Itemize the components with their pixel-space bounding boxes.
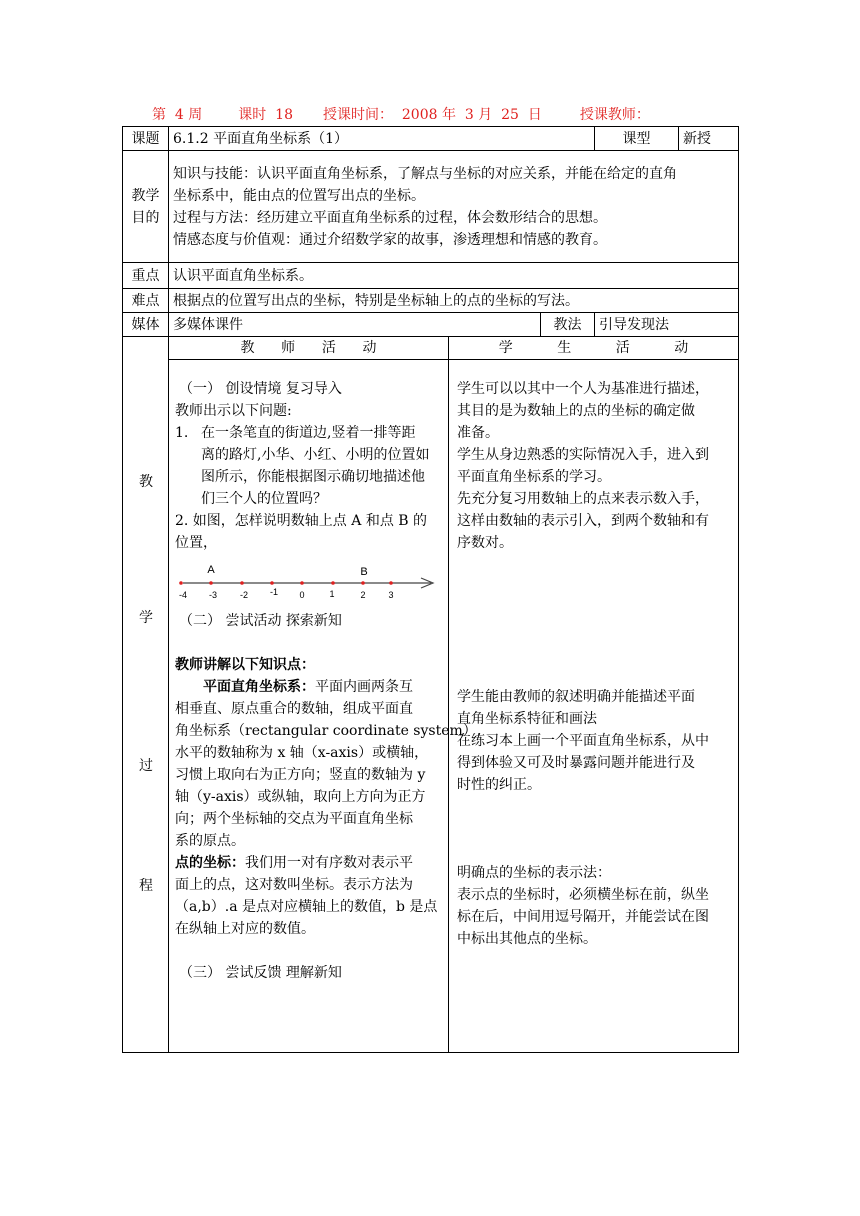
week-text: 第 4 周: [152, 107, 203, 123]
goals-row: [123, 151, 739, 263]
student-line: 先充分复习用数轴上的点来表示数入手，: [457, 491, 709, 507]
lesson-plan-table: [122, 126, 738, 1053]
question-line: 图所示，你能根据图示确切地描述他: [201, 469, 425, 485]
coord-line: 习惯上取向右为正方向；竖直的数轴为 y: [175, 767, 426, 783]
student-line: 学生能由教师的叙述明确并能描述平面: [457, 689, 695, 705]
type-label: 课型: [595, 127, 679, 151]
coord-line: 水平的数轴称为 x 轴（x-axis）或横轴，: [175, 745, 429, 761]
process-char: 过: [139, 758, 153, 774]
student-activity-header: 学 生 活 动: [449, 337, 739, 360]
student-activity-cell: [449, 360, 739, 1053]
coord-line: 轴（y-axis）或纵轴，取向上方向为正方: [175, 789, 426, 805]
topic-label: 课题: [123, 127, 169, 151]
difficulty-label: 难点: [123, 289, 169, 313]
key-point-row: [123, 263, 739, 289]
point-a-label: A: [207, 564, 215, 576]
key-point-value: 认识平面直角坐标系。: [169, 263, 739, 289]
student-line: 学生从身边熟悉的实际情况入手，进入到: [457, 447, 709, 463]
question-two-line: 2. 如图，怎样说明数轴上点 A 和点 B 的: [175, 513, 428, 529]
tick-label: -3: [208, 590, 218, 600]
media-row: [123, 313, 739, 337]
point-line: 面上的点，这对数叫坐标。表示方法为: [175, 877, 413, 893]
time-text: 授课时间： 2008 年 3 月 25 日: [322, 107, 542, 123]
goal-line: 坐标系中，能由点的位置写出点的坐标。: [173, 187, 425, 204]
coord-line: 角坐标系（rectangular coordinate system）.: [175, 723, 482, 739]
tick-dot: [300, 581, 304, 585]
coord-line: 系的原点。: [175, 833, 245, 849]
coord-system-term: 平面直角坐标系：: [203, 679, 315, 695]
tick-label: 3: [388, 590, 394, 600]
goal-line: 过程与方法：经历建立平面直角坐标系的过程，体会数形结合的思想。: [173, 209, 607, 226]
coord-line: 平面内画两条互: [315, 679, 413, 695]
question-two-line: 位置，: [175, 535, 217, 551]
student-line: 其目的是为数轴上的点的坐标的确定做: [457, 403, 695, 419]
student-line: 准备。: [457, 425, 499, 441]
tick-dot: [361, 581, 365, 585]
question-line: 离的路灯,小华、小红、小明的位置如: [201, 447, 430, 463]
tick-dot: [270, 581, 274, 585]
tick-label: -2: [239, 590, 249, 600]
process-char: 教: [139, 474, 153, 490]
lesson-header: [152, 104, 650, 124]
student-line: 得到体验又可及时暴露问题并能进行及: [457, 755, 695, 771]
tick-dot: [331, 581, 335, 585]
process-label-cell: [123, 337, 169, 1053]
student-line: 序数对。: [457, 535, 513, 551]
question-line: 在一条笔直的街道边,竖着一排等距: [201, 425, 416, 441]
question-line: 们三个人的位置吗？: [201, 491, 327, 507]
point-line: 我们用一对有序数对表示平: [245, 855, 413, 871]
tick-label: 0: [299, 590, 305, 600]
tick-dot: [209, 581, 213, 585]
student-line: 标在后，中间用逗号隔开，并能尝试在图: [457, 909, 709, 925]
media-label: 媒体: [123, 313, 169, 337]
method-value: 引导发现法: [595, 313, 739, 337]
student-line: 在练习本上画一个平面直角坐标系，从中: [457, 733, 709, 749]
tick-label: 2: [360, 590, 366, 600]
tick-label: -4: [178, 590, 188, 600]
goals-content: [169, 151, 739, 263]
method-label: 教法: [541, 313, 595, 337]
explain-title: 教师讲解以下知识点：: [175, 657, 315, 673]
topic-row: [123, 127, 739, 151]
tick-label: 1: [329, 589, 335, 599]
difficulty-value: 根据点的位置写出点的坐标，特别是坐标轴上的点的坐标的写法。: [169, 289, 739, 313]
student-line: 直角坐标系特征和画法: [457, 711, 597, 727]
media-value: 多媒体课件: [169, 313, 541, 337]
type-value: 新授: [679, 127, 739, 151]
key-point-label: 重点: [123, 263, 169, 289]
goals-label: 教学目的: [131, 187, 160, 226]
teacher-text: 授课教师：: [579, 107, 650, 123]
question-one-number: 1.: [175, 425, 189, 441]
point-line: 在纵轴上对应的数值。: [175, 921, 315, 937]
tick-dot: [389, 581, 393, 585]
process-char: 学: [139, 610, 153, 626]
activity-header-row: [123, 337, 739, 360]
point-b-label: B: [360, 566, 368, 578]
period-text: 课时 18: [238, 107, 293, 123]
student-line: 时性的纠正。: [457, 777, 541, 793]
number-line-figure: [175, 562, 437, 604]
coord-line: 向；两个坐标轴的交点为平面直角坐标: [175, 811, 413, 827]
tick-label: -1: [269, 587, 279, 597]
student-line: 中标出其他点的坐标。: [457, 931, 597, 947]
student-line: 明确点的坐标的表示法：: [457, 865, 611, 881]
question-one: [175, 422, 444, 510]
section-one-intro: 教师出示以下问题:: [175, 403, 292, 419]
section-three-title: （三） 尝试反馈 理解新知: [179, 965, 342, 981]
topic-value: 6.1.2 平面直角坐标系（1）: [169, 127, 595, 151]
coord-line: 相垂直、原点重合的数轴，组成平面直: [175, 701, 413, 717]
difficulty-row: [123, 289, 739, 313]
student-line: 学生可以以其中一个人为基准进行描述，: [457, 381, 709, 397]
point-coord-term: 点的坐标：: [175, 855, 245, 871]
tick-dot: [240, 581, 244, 585]
teacher-activity-header: 教 师 活 动: [169, 337, 449, 360]
process-char: 程: [139, 878, 153, 894]
activity-row: [123, 360, 739, 1053]
student-line: 表示点的坐标时，必须横坐标在前，纵坐: [457, 887, 709, 903]
goal-line: 情感态度与价值观：通过介绍数学家的故事，渗透理想和情感的教育。: [173, 231, 607, 248]
point-line: （a,b）.a 是点对应横轴上的数值，b 是点: [175, 899, 438, 915]
section-two-title: （二） 尝试活动 探索新知: [179, 613, 342, 629]
tick-dot: [179, 581, 183, 585]
student-line: 这样由数轴的表示引入，到两个数轴和有: [457, 513, 709, 529]
section-one-title: （一） 创设情境 复习导入: [179, 381, 342, 397]
student-line: 平面直角坐标系的学习。: [457, 469, 611, 485]
goal-line: 知识与技能：认识平面直角坐标系，了解点与坐标的对应关系，并能在给定的直角: [173, 165, 677, 182]
